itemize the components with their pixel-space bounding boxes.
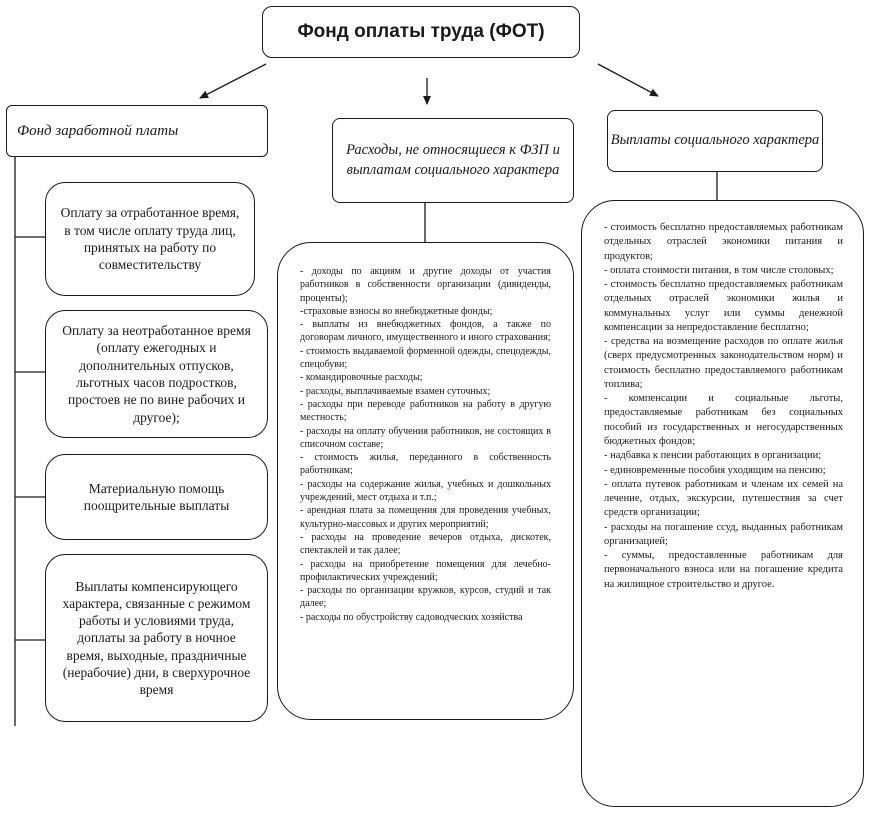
list-item: - стоимость бесплатно предоставляемых работникам отдельных отраслей экономики питания и продуктов; (604, 222, 843, 262)
list-item: - компенсации и социальные льготы, предоставляемые работникам без социальных пособий из государственных и негосударственных бюджетных фондов; (604, 393, 843, 447)
list-item: - расходы по обустройству садоводческих хозяйства (300, 611, 523, 623)
list-item: - расходы на содержание жилья, учебных и дошкольных учреждений, мест отдыха и т.п.; (300, 478, 551, 504)
non-wage-expenses-list (277, 242, 574, 720)
category-non-wage-expenses: Расходы, не относящиеся к ФЗП и выплатам социального характера (332, 118, 574, 203)
list-item: - средства на возмещение расходов по оплате жилья (сверх предусмотренных законодательством норм) и стоимость бесплатно предоставляемого работникам топлива; (604, 336, 843, 390)
social-payments-list (581, 200, 864, 807)
wage-fund-item-unworked-time: Оплату за неотработанное время (оплату ежегодных и дополнительных отпусков, льготных часов подростков, простоев не по вине рабочих и другое); (45, 310, 268, 438)
list-item: - арендная плата за помещения для проведения учебных, культурно-массовых и других мероприятий; (300, 505, 551, 530)
list-item: - надбавка к пенсии работающих в организации; (604, 450, 822, 462)
root-title: Фонд оплаты труда (ФОТ) (262, 6, 580, 58)
list-item: - расходы на оплату обучения работников, не состоящих в списочном составе; (300, 425, 551, 450)
list-item: - расходы на приобретение помещения для лечебно-профилактических учреждений; (300, 558, 551, 583)
category-social-payments: Выплаты социального характера (607, 110, 823, 172)
list-item: - стоимость выдаваемой форменной одежды, спецодежды, спецобуви; (300, 345, 551, 371)
wage-fund-item-material-aid: Материальную помощь поощрительные выплаты (45, 454, 268, 540)
list-item: - расходы при переводе работников на работу в другую местность; (300, 398, 551, 424)
category-wage-fund: Фонд заработной платы (6, 105, 268, 157)
list-item: - расходы на погашение ссуд, выданных работникам организацией; (604, 521, 843, 547)
list-item: - командировочные расходы; (300, 372, 423, 384)
list-item: -страховые взносы во внебюджетные фонды; (300, 305, 493, 317)
list-item: - выплаты из внебюджетных фондов, а также по договорам личного, имущественного и иного страхования; (300, 319, 551, 344)
list-item: - расходы на проведение вечеров отдыха, дискотек, спектаклей и так далее; (300, 531, 551, 557)
list-item: - расходы, выплачиваемые взамен суточных; (300, 385, 491, 397)
list-item: - оплата путевок работникам и членам их семей на лечение, отдых, экскурсии, путешествия за счет средств организации; (604, 478, 843, 519)
arrow-to-wage-fund (200, 64, 266, 98)
wage-fund-item-worked-time: Оплату за отработанное время, в том числе оплату труда лиц, принятых на работу по совместительству (45, 182, 255, 296)
arrow-to-social-payments (598, 64, 658, 96)
list-item: - расходы по организации кружков, курсов, студий и так далее; (300, 585, 551, 610)
list-item: - единовременные пособия уходящим на пенсию; (604, 464, 826, 476)
list-item: - оплата стоимости питания, в том числе столовых; (604, 264, 834, 276)
list-item: - доходы по акциям и другие доходы от участия работников в собственности организации (дивиденды, проценты); (300, 266, 551, 304)
list-item: - стоимость жилья, переданного в собственность работникам; (300, 452, 551, 477)
list-item: - стоимость бесплатно предоставляемых работникам отдельных отраслей экономики жилья и коммунальных услуг или суммы денежной компенсации за непредоставление бесплатно; (604, 279, 843, 333)
wage-fund-item-compensation: Выплаты компенсирующего характера, связанные с режимом работы и условиями труда, доплаты за работу в ночное время, выходные, праздничные (нерабочие) дни, в сверхурочное время (45, 554, 268, 722)
list-item: - суммы, предоставленные работникам для первоначального взноса или на погашение кредита на жилищное строительство и другое. (604, 550, 843, 590)
